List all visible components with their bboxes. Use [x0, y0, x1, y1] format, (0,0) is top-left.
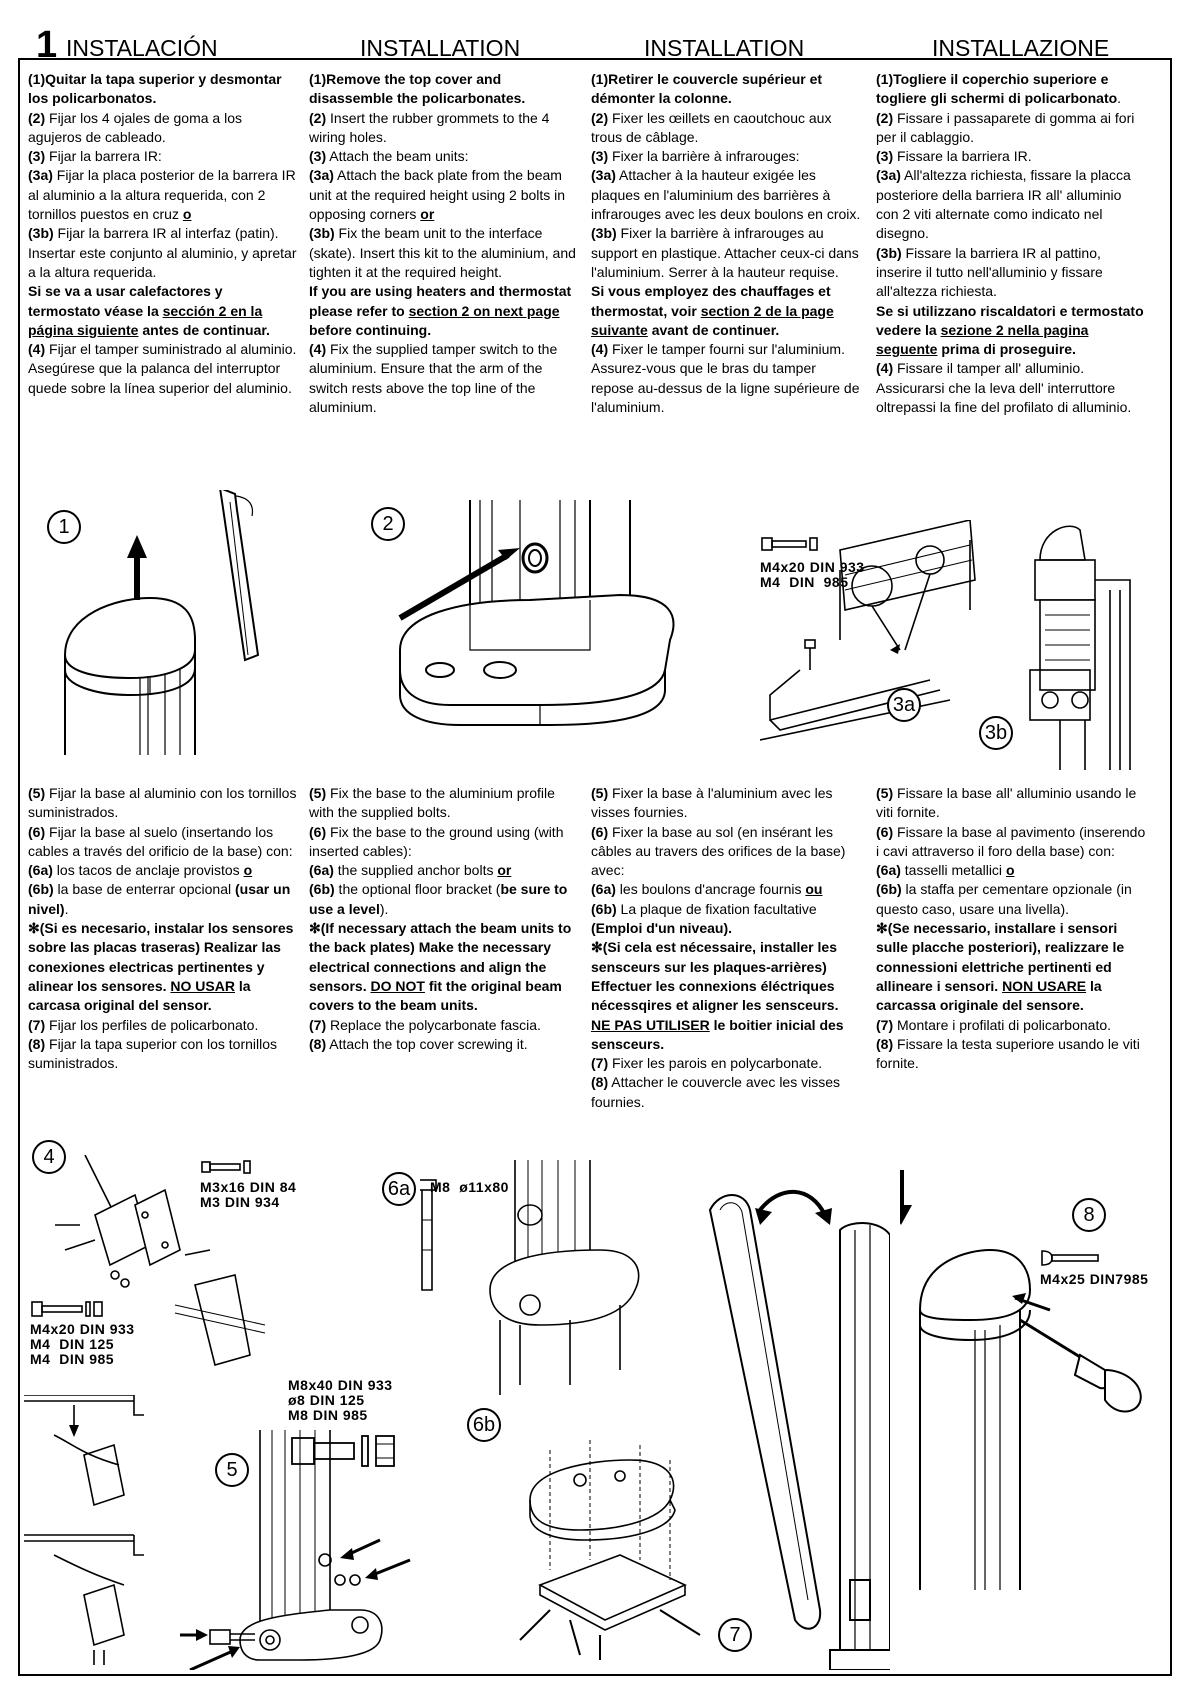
step-6a-label: 6a — [382, 1172, 416, 1206]
paragraph — [876, 784, 1146, 823]
paragraph — [591, 70, 861, 109]
text-run: Fix the base to the aluminium profile with the supplied bolts. — [309, 785, 555, 821]
text-run: (6a) — [309, 862, 334, 879]
paragraph — [309, 823, 579, 862]
text-run: (7) — [309, 1016, 327, 1033]
title-es: INSTALACIÓN — [66, 35, 218, 61]
text-run: sezione 2 nella pagina seguente — [876, 321, 1089, 358]
text-run: (3) — [591, 148, 609, 165]
paragraph — [28, 340, 298, 398]
text-top-it — [876, 70, 1146, 417]
fig6a-spec: M8 ø11x80 — [430, 1179, 509, 1195]
figure-8-top-cover — [900, 1170, 1160, 1590]
text-run: Fijar la placa posterior de la barrera IR al aluminio a la altura requerida, con 2 tornillos puestos en cruz — [28, 167, 296, 223]
text-run: before continuing. — [309, 321, 432, 338]
paragraph — [28, 282, 298, 340]
text-run: Fissare la barriera IR. — [893, 148, 1032, 165]
text-run: . — [1117, 90, 1122, 107]
text-run: NO USAR — [170, 977, 235, 994]
text-run: Replace the polycarbonate fascia. — [326, 1016, 541, 1033]
text-bottom-en — [309, 784, 579, 1054]
text-run: (3a) — [28, 167, 53, 184]
text-run: los tacos de anclaje provistos — [52, 862, 244, 879]
text-run: (1)Retirer le couvercle supérieur et démonter la colonne. — [591, 71, 823, 107]
screw-icon — [760, 535, 820, 555]
text-run: o — [1005, 862, 1015, 879]
text-run: ). — [379, 900, 389, 917]
text-run: la carcassa originale del sensore. — [876, 977, 1102, 1014]
text-run: ✻(Si cela est nécessaire, installer les sensceurs sur les plaques-arrières) Effectuer les connexions éléctriques nécessqires et aligner les sensceurs. — [591, 939, 839, 1014]
text-run: antes de continuar. — [138, 321, 270, 338]
step-3b-label: 3b — [979, 716, 1013, 750]
text-run: section 2 on next page — [408, 302, 560, 319]
paragraph — [876, 880, 1146, 919]
text-run: tasselli metallici — [900, 862, 1006, 879]
text-bottom-fr — [591, 784, 861, 1112]
text-run: (3) — [876, 148, 894, 165]
text-run: . — [64, 900, 69, 917]
paragraph — [28, 1035, 298, 1074]
text-run: Fijar los perfiles de policarbonato. — [45, 1016, 259, 1033]
text-run: ✻(Se necessario, installare i sensori sulle placche posteriori), realizzare le connessioni elettriche pertinenti ed allineare i sensori. — [876, 920, 1125, 994]
paragraph — [876, 302, 1146, 360]
text-run: (3b) — [591, 225, 617, 242]
paragraph — [28, 166, 298, 224]
text-run: (3a) — [591, 167, 616, 184]
text-top-en — [309, 70, 579, 417]
text-run: (2) — [591, 109, 609, 126]
text-bottom-it — [876, 784, 1146, 1073]
text-run: Insert the rubber grommets to the 4 wiring holes. — [309, 109, 550, 145]
text-run: the supplied anchor bolts — [333, 862, 498, 879]
paragraph — [876, 1035, 1146, 1074]
paragraph — [28, 70, 298, 109]
text-run: avant de continuer. — [647, 321, 780, 338]
text-run: Fix the beam unit to the interface (skate). Insert this kit to the aluminium, and tighten it at the required height. — [309, 225, 576, 280]
text-run: Fissare la testa superiore usando le viti fornite. — [876, 1035, 1140, 1072]
paragraph — [28, 784, 298, 823]
text-run: All'altezza richiesta, fissare la placca posteriore della barriera IR all' alluminio con 2 viti alternate como indicato nel disegno. — [876, 167, 1131, 242]
text-run: (6b) — [876, 881, 902, 898]
text-run: section 2 de la page suivante — [591, 302, 834, 338]
text-run: (8) — [591, 1074, 609, 1091]
text-run: If you are using heaters and thermostat please refer to — [309, 283, 572, 319]
fig5-spec: M8x40 DIN 933 ø8 DIN 125 M8 DIN 985 — [288, 1377, 393, 1423]
text-run: la carcasa original del sensor. — [28, 977, 251, 1014]
fig4-spec-a: M3x16 DIN 84 M3 DIN 934 — [200, 1179, 297, 1210]
text-run: DO NOT — [370, 977, 425, 994]
step-2-label: 2 — [371, 507, 405, 541]
paragraph — [28, 147, 298, 166]
text-run: Attacher à la hauteur exigée les plaques en l'aluminium des barrières à infrarouges avec les deux boulons en croix. — [591, 167, 861, 223]
figure-6b-floor-bracket — [510, 1420, 710, 1660]
paragraph — [876, 1016, 1146, 1035]
fig4-spec-b: M4x20 DIN 933 M4 DIN 125 M4 DIN 985 — [30, 1321, 135, 1367]
text-run: Fissare il tamper all' alluminio. Assicurarsi che la leva dell' interruttore oltrepassi la fine del profilato di alluminio. — [876, 360, 1132, 416]
paragraph — [591, 340, 861, 417]
text-run: (8) — [309, 1035, 327, 1052]
text-run: (8) — [28, 1035, 46, 1052]
text-run: o — [243, 862, 253, 879]
text-run: (1)Quitar la tapa superior y desmontar los policarbonatos. — [28, 71, 282, 107]
paragraph — [28, 224, 298, 282]
text-run: Fixer les œillets en caoutchouc aux trous de câblage. — [591, 109, 832, 145]
paragraph — [591, 282, 861, 340]
text-run: (7) — [591, 1055, 609, 1072]
text-run: sección 2 en la página siguiente — [28, 302, 263, 338]
text-run: (6a) — [28, 862, 53, 879]
text-run: (6a) — [591, 881, 616, 898]
text-run: (1)Remove the top cover and disassemble the policarbonates. — [309, 71, 526, 107]
title-en: INSTALLATION — [360, 35, 521, 61]
screw-icon — [30, 1300, 110, 1320]
text-run: (3) — [28, 148, 46, 165]
text-run: Fissare i passaparete di gomma ai fori per il cablaggio. — [876, 109, 1135, 145]
text-run: Se si utilizzano riscaldatori e termostato vedere la — [876, 302, 1144, 338]
text-run: (3b) — [876, 244, 902, 261]
paragraph — [28, 919, 298, 1015]
text-run: (5) — [28, 785, 46, 801]
step-5-label: 5 — [215, 1453, 249, 1487]
text-run: la base de enterrar opcional — [53, 881, 236, 898]
text-run: le boitier inicial des sensceurs. — [591, 1016, 844, 1052]
text-run: (5) — [309, 785, 327, 801]
text-run: Fixer la barrière à infrarouges au support en plastique. Attacher ceux-ci dans l'aluminium. Serrer à la hauteur requise. — [591, 225, 859, 280]
text-run: Fijar la base al suelo (insertando los cables a través del orificio de la base) con: — [28, 823, 293, 859]
paragraph — [591, 823, 861, 881]
text-run: the optional floor bracket ( — [334, 881, 501, 898]
paragraph — [28, 861, 298, 880]
text-run: Fissare la base all' alluminio usando le viti fornite. — [876, 785, 1137, 821]
paragraph — [591, 784, 861, 823]
paragraph — [309, 1016, 579, 1035]
text-run: Fijar la barrera IR: — [45, 148, 162, 165]
text-run: ✻(If necessary attach the beam units to the back plates) Make the necessary electrical connections and align the sensors. — [309, 920, 572, 994]
step-7-label: 7 — [718, 1618, 752, 1652]
text-run: (7) — [876, 1016, 894, 1033]
text-run: Fissare la barriera IR al pattino, inserire il tutto nell'alluminio y fissare all'altezza richiesta. — [876, 244, 1103, 300]
text-run: (4) — [591, 341, 609, 358]
text-run: (7) — [28, 1016, 46, 1033]
text-run: NE PAS UTILISER — [591, 1016, 710, 1033]
text-run: be sure to use a level — [309, 881, 568, 917]
text-run: (6) — [309, 823, 327, 840]
text-run: (3) — [309, 148, 327, 165]
paragraph — [309, 919, 579, 1015]
text-run: les boulons d'ancrage fournis — [615, 881, 806, 898]
text-run: Fix the supplied tamper switch to the aluminium. Ensure that the arm of the switch rests above the top line of the aluminium. — [309, 341, 558, 416]
text-run: Attach the beam units: — [326, 148, 469, 165]
screw-icon — [200, 1158, 260, 1178]
figure-2-grommets-base — [380, 500, 680, 745]
bolt-nut-washer-icon — [290, 1432, 400, 1470]
text-run: NON USARE — [1002, 977, 1087, 994]
paragraph — [876, 244, 1146, 302]
text-run: o — [182, 206, 192, 223]
text-run: (1)Togliere il coperchio superiore e togliere gli schermi di policarbonato — [876, 71, 1118, 107]
paragraph — [876, 359, 1146, 417]
step-6b-label: 6b — [467, 1408, 501, 1442]
text-run: (Emploi d'un niveau). — [591, 920, 732, 937]
text-run: (3a) — [876, 167, 901, 184]
text-run: (5) — [591, 785, 609, 801]
paragraph — [309, 340, 579, 417]
paragraph — [876, 919, 1146, 1015]
text-run: Fixer les parois en polycarbonate. — [608, 1055, 823, 1072]
text-run: Fixer la barrière à infrarouges: — [608, 148, 800, 165]
paragraph — [28, 1016, 298, 1035]
text-run: (6b) — [591, 900, 617, 917]
text-run: prima di proseguire. — [937, 341, 1076, 358]
text-run: (6b) — [309, 881, 335, 898]
paragraph — [591, 938, 861, 1054]
text-run: (3a) — [309, 167, 334, 184]
paragraph — [28, 109, 298, 148]
text-run: (6) — [28, 823, 46, 840]
figure-7-polycarbonate — [700, 1180, 890, 1670]
text-run: Fixer la base au sol (en insérant les câbles au travers des orifices de la base) avec: — [591, 823, 846, 879]
paragraph — [309, 166, 579, 224]
paragraph — [591, 224, 861, 282]
text-run: la staffa per cementare opzionale (in questo caso, usare una livella). — [876, 881, 1132, 917]
text-run: (3b) — [28, 225, 54, 242]
text-run: Fixer la base à l'aluminium avec les visses fournies. — [591, 785, 833, 821]
paragraph — [876, 166, 1146, 243]
text-run: Fixer le tamper fourni sur l'aluminium. Assurez-vous que le bras du tamper repose au-dessus de la ligne supérieure de l'aluminium. — [591, 341, 860, 416]
text-run: (4) — [28, 341, 46, 358]
fig8-spec: M4x25 DIN7985 — [1040, 1271, 1149, 1287]
text-run: Attacher le couvercle avec les visses fournies. — [591, 1074, 841, 1110]
text-run: (4) — [309, 341, 327, 358]
text-run: (2) — [876, 109, 894, 126]
text-run: Fix the base to the ground using (with inserted cables): — [309, 823, 564, 859]
text-top-fr — [591, 70, 861, 417]
text-top-es — [28, 70, 298, 398]
paragraph — [876, 147, 1146, 166]
text-run: Fijar la base al aluminio con los tornillos suministrados. — [28, 785, 297, 821]
text-run: (8) — [876, 1035, 894, 1052]
text-run: (2) — [28, 109, 46, 126]
paragraph — [309, 880, 579, 919]
paragraph — [309, 784, 579, 823]
title-fr: INSTALLATION — [644, 35, 805, 61]
step-3a-label: 3a — [887, 688, 921, 722]
step-1-label: 1 — [47, 510, 81, 544]
paragraph — [309, 282, 579, 340]
section-number: 1 — [36, 24, 58, 66]
text-run: or — [497, 862, 512, 879]
text-run: Attach the back plate from the beam unit at the required height using 2 bolts in opposing corners — [309, 167, 566, 223]
text-run: Fijar la barrera IR al interfaz (patin). Insertar este conjunto al aluminio, y apretar a la altura requerida. — [28, 225, 297, 280]
text-bottom-es — [28, 784, 298, 1073]
text-run: (6) — [591, 823, 609, 840]
text-run: (5) — [876, 785, 894, 801]
title-it: INSTALLAZIONE — [932, 35, 1110, 61]
text-run: La plaque de fixation facultative — [616, 900, 817, 917]
text-run: ✻(Si es necesario, instalar los sensores sobre las placas traseras) Realizar las conexiones electricas pertinentes y alinear los sensores. — [28, 920, 294, 994]
figure-4-detail — [24, 1395, 144, 1665]
text-run: (6a) — [876, 862, 901, 879]
text-run: Si vous employez des chauffages et thermostat, voir — [591, 283, 831, 319]
text-run: Fijar la tapa superior con los tornillos suministrados. — [28, 1035, 278, 1072]
paragraph — [309, 861, 579, 880]
text-run: (2) — [309, 109, 327, 126]
paragraph — [591, 109, 861, 148]
paragraph — [309, 224, 579, 282]
paragraph — [28, 823, 298, 862]
screw-icon — [1040, 1248, 1110, 1268]
paragraph — [309, 147, 579, 166]
paragraph — [591, 147, 861, 166]
text-run: fit the original beam covers to the beam units. — [309, 977, 562, 1014]
fig3-spec: M4x20 DIN 933 M4 DIN 985 — [760, 559, 865, 590]
paragraph — [876, 109, 1146, 148]
text-run: (6b) — [28, 881, 54, 898]
text-run: (6) — [876, 823, 894, 840]
paragraph — [309, 109, 579, 148]
figure-6a-anchor-bolts — [420, 1160, 660, 1400]
paragraph — [591, 1073, 861, 1112]
text-run: (usar un nivel) — [28, 881, 291, 917]
text-run: Fijar el tamper suministrado al aluminio. Asegúrese que la palanca del interruptor quede sobre la línea superior del aluminio. — [28, 341, 297, 396]
paragraph — [28, 880, 298, 919]
paragraph — [876, 861, 1146, 880]
text-run: (3b) — [309, 225, 335, 242]
step-8-label: 8 — [1072, 1198, 1106, 1232]
text-run: Attach the top cover screwing it. — [326, 1035, 528, 1052]
paragraph — [591, 880, 861, 899]
text-run: Montare i profilati di policarbonato. — [893, 1016, 1112, 1033]
text-run: or — [420, 206, 435, 223]
paragraph — [591, 166, 861, 224]
paragraph — [309, 1035, 579, 1054]
step-4-label: 4 — [32, 1140, 66, 1174]
text-run: Si se va a usar calefactores y termostato véase la — [28, 283, 223, 319]
paragraph — [591, 1054, 861, 1073]
paragraph — [876, 70, 1146, 109]
text-run: Fijar los 4 ojales de goma a los agujeros de cableado. — [28, 109, 242, 145]
paragraph — [591, 900, 861, 939]
text-run: ou — [805, 881, 823, 898]
paragraph — [309, 70, 579, 109]
paragraph — [876, 823, 1146, 862]
text-run: Fissare la base al pavimento (inserendo i cavi attraverso il foro della base) con: — [876, 823, 1146, 859]
text-run: (4) — [876, 360, 894, 377]
figure-3b-skate — [1000, 520, 1140, 770]
